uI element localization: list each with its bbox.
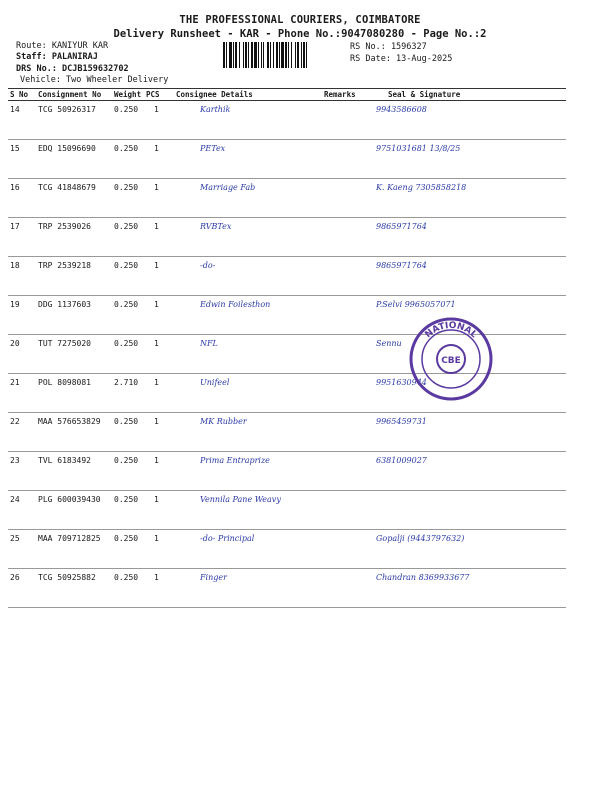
row-consignee: Edwin Foilesthon: [174, 296, 322, 335]
stamp-top-text: NATIONAL: [423, 320, 479, 341]
row-consignment-no: DDG 1137603: [36, 296, 112, 335]
row-signature: [374, 491, 566, 530]
row-signature: 9865971764: [374, 218, 566, 257]
seal-stamp: [408, 316, 494, 402]
row-consignment-no: TUT 7275020: [36, 335, 112, 374]
row-weight: 0.250: [112, 257, 144, 296]
row-consignee: PETex: [174, 140, 322, 179]
row-remarks: [322, 569, 374, 608]
row-consignment-no: MAA 709712825: [36, 530, 112, 569]
row-remarks: [322, 179, 374, 218]
table-row: [8, 257, 566, 296]
row-consignment-no: TCG 50925882: [36, 569, 112, 608]
table-row: [8, 491, 566, 530]
barcode: [222, 42, 346, 68]
row-consignment-no: TCG 41848679: [36, 179, 112, 218]
barcode-bar: [254, 42, 257, 68]
row-signature: 9951630944: [374, 374, 566, 413]
row-weight: 0.250: [112, 452, 144, 491]
row-remarks: [322, 335, 374, 374]
row-weight: 0.250: [112, 179, 144, 218]
col-remarks: Remarks: [322, 89, 374, 101]
row-signature: 9865971764: [374, 257, 566, 296]
row-remarks: [322, 140, 374, 179]
row-weight: 0.250: [112, 218, 144, 257]
row-remarks: [322, 491, 374, 530]
row-remarks: [322, 452, 374, 491]
row-signature: Chandran 8369933677: [374, 569, 566, 608]
row-weight: 2.710: [112, 374, 144, 413]
barcode-bar: [245, 42, 247, 68]
barcode-bar: [258, 42, 259, 68]
route-label: Route: KANIYUR KAR: [16, 41, 109, 51]
row-pcs: 1: [144, 569, 174, 608]
row-sno: 24: [8, 491, 36, 530]
barcode-bar: [243, 42, 244, 68]
barcode-bar: [295, 42, 296, 68]
row-pcs: 1: [144, 218, 174, 257]
col-weight: Weight: [112, 89, 144, 101]
barcode-bar: [226, 42, 227, 68]
row-consignment-no: MAA 576653829: [36, 413, 112, 452]
row-weight: 0.250: [112, 530, 144, 569]
table-row: [8, 218, 566, 257]
table-header-row: [8, 89, 566, 101]
col-pcs: PCS: [144, 89, 174, 101]
row-sno: 23: [8, 452, 36, 491]
row-consignee: -do-: [174, 257, 322, 296]
barcode-bar: [229, 42, 232, 68]
barcode-bar: [288, 42, 289, 68]
row-sno: 25: [8, 530, 36, 569]
table-row: [8, 452, 566, 491]
row-consignee: -do- Principal: [174, 530, 322, 569]
row-sno: 26: [8, 569, 36, 608]
row-consignee: Marriage Fab: [174, 179, 322, 218]
row-pcs: 1: [144, 257, 174, 296]
row-consignee: Unifeel: [174, 374, 322, 413]
table-row: [8, 569, 566, 608]
row-consignment-no: PLG 600039430: [36, 491, 112, 530]
barcode-bar: [248, 42, 249, 68]
row-sno: 22: [8, 413, 36, 452]
row-sno: 14: [8, 101, 36, 140]
row-weight: 0.250: [112, 569, 144, 608]
row-sno: 19: [8, 296, 36, 335]
col-consignment: Consignment No: [36, 89, 112, 101]
barcode-bar: [270, 42, 271, 68]
row-pcs: 1: [144, 413, 174, 452]
barcode-bar: [291, 42, 292, 68]
row-weight: 0.250: [112, 413, 144, 452]
row-signature: P.Selvi 9965057071: [374, 296, 566, 335]
row-signature: 9751031681 13/8/25: [374, 140, 566, 179]
row-signature: 9943586608: [374, 101, 566, 140]
row-pcs: 1: [144, 452, 174, 491]
row-pcs: 1: [144, 530, 174, 569]
barcode-bar: [235, 42, 237, 68]
row-sno: 16: [8, 179, 36, 218]
row-pcs: 1: [144, 491, 174, 530]
row-consignment-no: TCG 50926317: [36, 101, 112, 140]
barcode-bar: [267, 42, 269, 68]
row-consignment-no: EDQ 15096690: [36, 140, 112, 179]
row-sno: 15: [8, 140, 36, 179]
row-signature: K. Kaeng 7305858218: [374, 179, 566, 218]
barcode-bar: [303, 42, 305, 68]
row-consignee: NFL: [174, 335, 322, 374]
company-title: THE PROFESSIONAL COURIERS, COIMBATORE: [179, 14, 421, 26]
row-remarks: [322, 530, 374, 569]
row-weight: 0.250: [112, 140, 144, 179]
barcode-bar: [285, 42, 287, 68]
row-sno: 20: [8, 335, 36, 374]
staff-label: Staff: PALANIRAJ: [16, 52, 98, 62]
row-remarks: [322, 374, 374, 413]
drs-label: DRS No.: DCJB159632702: [16, 64, 129, 74]
row-weight: 0.250: [112, 335, 144, 374]
barcode-bar: [276, 42, 278, 68]
col-signature: Seal & Signature: [374, 89, 566, 101]
vehicle-label: Vehicle: Two Wheeler Delivery: [20, 75, 169, 85]
barcode-bar: [279, 42, 280, 68]
barcode-bar: [239, 42, 240, 68]
row-sno: 21: [8, 374, 36, 413]
row-pcs: 1: [144, 374, 174, 413]
row-consignee: Finger: [174, 569, 322, 608]
row-consignment-no: TVL 6183492: [36, 452, 112, 491]
row-remarks: [322, 257, 374, 296]
row-consignee: Vennila Pane Weavy: [174, 491, 322, 530]
runsheet-subtitle: Delivery Runsheet - KAR - Phone No.:9047080280 - Page No.:2: [113, 28, 487, 40]
row-signature: 6381009027: [374, 452, 566, 491]
row-signature: 9965459731: [374, 413, 566, 452]
barcode-bar: [261, 42, 262, 68]
row-pcs: 1: [144, 335, 174, 374]
table-row: [8, 413, 566, 452]
row-consignment-no: TRP 2539026: [36, 218, 112, 257]
row-pcs: 1: [144, 101, 174, 140]
barcode-bar: [233, 42, 234, 68]
row-consignment-no: TRP 2539218: [36, 257, 112, 296]
row-sno: 17: [8, 218, 36, 257]
stamp-center-text: CBE: [441, 356, 461, 366]
barcode-bar: [281, 42, 284, 68]
barcode-bar: [223, 42, 225, 68]
row-remarks: [322, 296, 374, 335]
row-pcs: 1: [144, 296, 174, 335]
row-weight: 0.250: [112, 491, 144, 530]
row-remarks: [322, 218, 374, 257]
barcode-bar: [273, 42, 274, 68]
table-row: [8, 530, 566, 569]
row-sno: 18: [8, 257, 36, 296]
rs-date: RS Date: 13-Aug-2025: [350, 54, 453, 64]
table-row: [8, 101, 566, 140]
table-row: [8, 179, 566, 218]
row-consignee: Karthik: [174, 101, 322, 140]
row-remarks: [322, 101, 374, 140]
row-pcs: 1: [144, 179, 174, 218]
row-consignee: Prima Entraprize: [174, 452, 322, 491]
table-row: [8, 140, 566, 179]
barcode-bar: [306, 42, 307, 68]
col-sno: S No: [8, 89, 36, 101]
row-weight: 0.250: [112, 101, 144, 140]
row-signature: Sennu: [374, 335, 566, 374]
col-consignee: Consignee Details: [174, 89, 322, 101]
barcode-bar: [263, 42, 264, 68]
rs-number: RS No.: 1596327: [350, 42, 427, 52]
row-pcs: 1: [144, 140, 174, 179]
row-consignee: RVBTex: [174, 218, 322, 257]
row-consignment-no: POL 8098081: [36, 374, 112, 413]
row-remarks: [322, 413, 374, 452]
barcode-bar: [251, 42, 253, 68]
barcode-bar: [297, 42, 299, 68]
row-consignee: MK Rubber: [174, 413, 322, 452]
barcode-bar: [301, 42, 302, 68]
row-weight: 0.250: [112, 296, 144, 335]
row-signature: Gopalji (9443797632): [374, 530, 566, 569]
